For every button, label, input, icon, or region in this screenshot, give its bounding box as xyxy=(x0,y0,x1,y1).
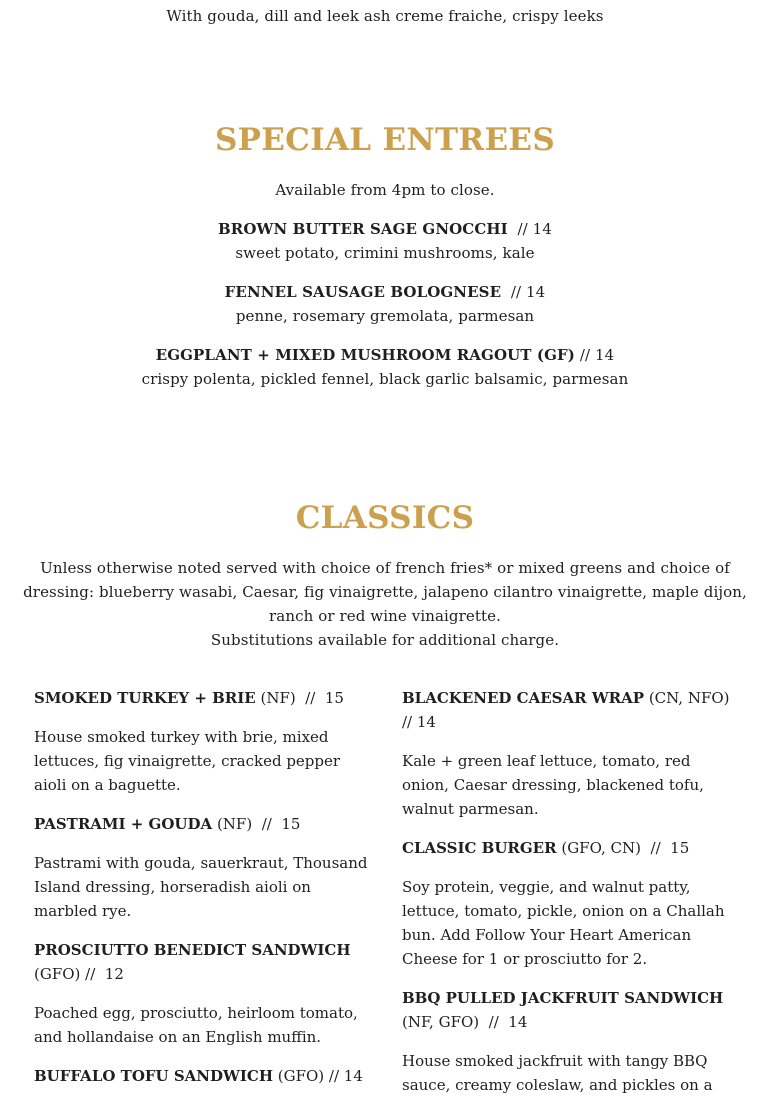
special-entree-description: sweet potato, crimini mushrooms, kale xyxy=(235,244,535,262)
menu-item-title xyxy=(402,836,732,860)
menu-item-tags: (NF, GFO) // 14 xyxy=(402,989,729,1031)
classics-intro-line: dressing: blueberry wasabi, Caesar, fig vinaigrette, jalapeno cilantro vinaigrette, maple dijon, xyxy=(23,583,747,601)
menu-item-name: CLASSIC BURGER xyxy=(402,839,557,857)
menu-item xyxy=(402,986,732,1097)
menu-item-tags: (NF) // 15 xyxy=(212,815,301,833)
classics-substitutions-note: Substitutions available for additional charge. xyxy=(210,631,560,649)
menu-item-tags: (GFO) // 14 xyxy=(273,1067,363,1085)
menu-item-description: House smoked jackfruit with tangy BBQ sauce, creamy coleslaw, and pickles on a xyxy=(402,1052,713,1094)
menu-item-name: SMOKED TURKEY + BRIE xyxy=(34,689,256,707)
special-entrees-availability: Available from 4pm to close. xyxy=(275,181,495,199)
menu-item-name: PASTRAMI + GOUDA xyxy=(34,815,213,833)
menu-item-name: BLACKENED CAESAR WRAP xyxy=(402,689,645,707)
classics-heading: CLASSICS xyxy=(295,500,475,536)
menu-item-description: Poached egg, prosciutto, heirloom tomato, and hollandaise on an English muffin. xyxy=(34,1004,358,1046)
menu-item-description: House smoked turkey with brie, mixed lettuces, fig vinaigrette, cracked pepper aioli on a baguette. xyxy=(34,728,341,794)
menu-item-title xyxy=(34,1064,370,1088)
menu-item-title xyxy=(34,812,370,836)
classics-intro-line: ranch or red wine vinaigrette. xyxy=(269,607,501,625)
menu-item-name: BUFFALO TOFU SANDWICH xyxy=(34,1067,273,1085)
special-entree-description: crispy polenta, pickled fennel, black garlic balsamic, parmesan xyxy=(141,370,629,388)
menu-item-description: Pastrami with gouda, sauerkraut, Thousand Island dressing, horseradish aioli on marbled rye. xyxy=(34,854,368,920)
menu-item-name: PROSCIUTTO BENEDICT SANDWICH xyxy=(34,941,351,959)
classics-left-column xyxy=(34,686,370,1103)
menu-item xyxy=(34,686,370,797)
special-entree-name: FENNEL SAUSAGE BOLOGNESE xyxy=(224,283,502,301)
special-entree-description: penne, rosemary gremolata, parmesan xyxy=(235,307,535,325)
menu-item xyxy=(34,812,370,923)
menu-item-title xyxy=(34,686,370,710)
menu-item-title xyxy=(402,986,732,1034)
special-entree-price: // 14 xyxy=(507,220,552,238)
special-entree-name: EGGPLANT + MIXED MUSHROOM RAGOUT (GF) xyxy=(155,346,575,364)
special-entrees-heading: SPECIAL ENTREES xyxy=(214,122,556,158)
carryover-description: With gouda, dill and leek ash creme fraiche, crispy leeks xyxy=(166,7,604,25)
classics-intro-line: Unless otherwise noted served with choice of french fries* or mixed greens and choice of xyxy=(40,559,730,577)
menu-item xyxy=(402,836,732,971)
menu-item-description: Kale + green leaf lettuce, tomato, red onion, Caesar dressing, blackened tofu, walnut parmesan. xyxy=(402,752,704,818)
classics-right-column xyxy=(402,686,740,1112)
menu-item xyxy=(34,938,370,1049)
special-entree-price: // 14 xyxy=(501,283,546,301)
special-entree-title xyxy=(0,280,770,304)
menu-item-tags: (GFO, CN) // 15 xyxy=(556,839,690,857)
menu-item-description: Soy protein, veggie, and walnut patty, lettuce, tomato, pickle, onion on a Challah bun. Add Follow Your Heart American Cheese for 1 or prosciutto for 2. xyxy=(402,878,725,968)
menu-item-tags: (CN, NFO) // 14 xyxy=(402,689,740,731)
special-entree-title xyxy=(0,343,770,367)
menu-item-title xyxy=(402,686,740,734)
special-entree-name: BROWN BUTTER SAGE GNOCCHI xyxy=(218,220,508,238)
menu-item-name: BBQ PULLED JACKFRUIT SANDWICH xyxy=(402,989,724,1007)
menu-item xyxy=(402,686,740,821)
menu-item-tags: (NF) // 15 xyxy=(255,689,344,707)
menu-item-title xyxy=(34,938,370,986)
menu-item xyxy=(34,1064,370,1088)
menu-item-tags: (GFO) // 12 xyxy=(34,941,356,983)
special-entree-price: // 14 xyxy=(574,346,615,364)
special-entree-title xyxy=(0,217,770,241)
